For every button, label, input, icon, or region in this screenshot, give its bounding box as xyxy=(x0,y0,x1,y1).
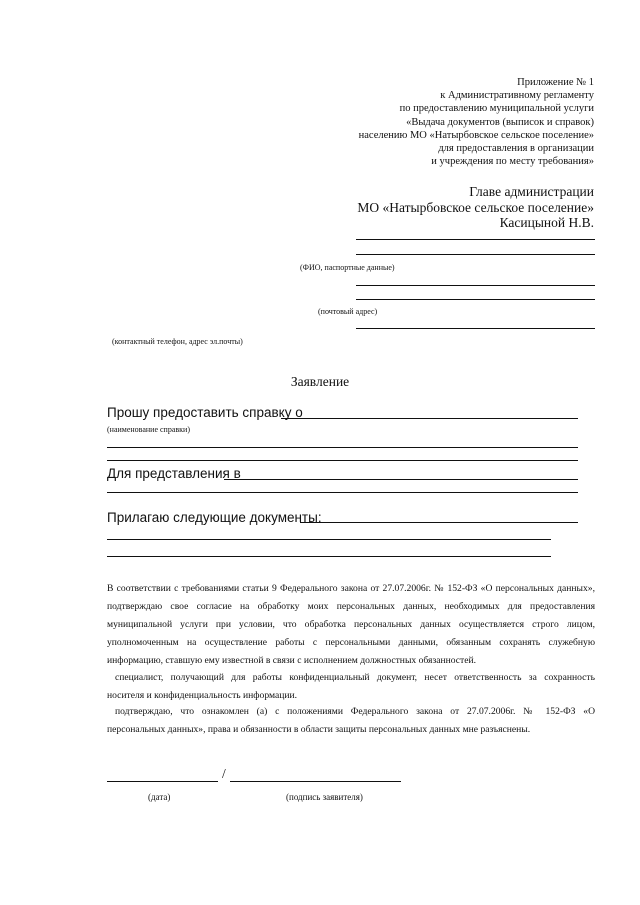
consent-line: информацию, ставшую ему известной в связи с исполнением должностных обязанностей. xyxy=(107,655,477,666)
responsibility-line: носителя и конфиденциальность информации. xyxy=(107,690,298,701)
appendix-line: и учреждения по месту требования» xyxy=(431,156,594,168)
signature-caption: (подпись заявителя) xyxy=(286,792,363,802)
certificate-request-label: Прошу предоставить справку о xyxy=(107,405,303,420)
certificate-name-line[interactable] xyxy=(281,418,578,419)
appendix-line: «Выдача документов (выписок и справок) xyxy=(406,116,594,128)
addressee-line: МО «Натырбовское сельское поселение» xyxy=(357,199,594,215)
acknowledgement-line: персональных данных», права и обязанности в области защиты персональных данных мне разъяснены. xyxy=(107,724,531,735)
submit-to-label: Для представления в xyxy=(107,466,241,481)
address-line[interactable] xyxy=(356,299,595,300)
date-line[interactable] xyxy=(107,781,218,782)
appendix-line: для предоставления в организации xyxy=(438,143,594,155)
addressee-line: Касицыной Н.В. xyxy=(499,215,594,230)
signature-separator: / xyxy=(222,766,226,781)
consent-line: муниципальной услуги при условии, что обработка персональных данных осуществляется строго лицом, xyxy=(107,619,595,630)
fio-line[interactable] xyxy=(356,239,595,240)
attachments-line[interactable] xyxy=(300,522,578,523)
certificate-name-line[interactable] xyxy=(107,447,578,448)
responsibility-paragraph xyxy=(107,669,595,705)
address-line[interactable] xyxy=(356,285,595,286)
addressee-block xyxy=(357,184,594,231)
addressee-line: Главе администрации xyxy=(469,184,594,199)
signature-line[interactable] xyxy=(230,781,401,782)
consent-line: подтверждаю свое согласие на обработку моих персональных данных, необходимых для предоставления xyxy=(107,601,595,612)
acknowledgement-paragraph xyxy=(107,703,595,739)
certificate-name-caption: (наименование справки) xyxy=(107,425,190,434)
document-title: Заявление xyxy=(290,374,350,389)
submit-to-line[interactable] xyxy=(107,492,578,493)
attachments-label: Прилагаю следующие документы: xyxy=(107,510,322,525)
appendix-line: к Административному регламенту xyxy=(440,90,594,102)
appendix-line: населению МО «Натырбовское сельское поселение» xyxy=(358,129,594,141)
submit-to-line[interactable] xyxy=(224,479,578,480)
responsibility-line: специалист, получающий для работы конфиденциальный документ, несет ответственность за сохранность xyxy=(115,672,595,683)
contact-line[interactable] xyxy=(356,328,595,329)
consent-line: уполномоченным на осуществление работы с персональными данными, обязанным сохранять служебную xyxy=(107,637,595,648)
consent-paragraph xyxy=(107,580,595,670)
fio-line[interactable] xyxy=(356,254,595,255)
acknowledgement-line: подтверждаю, что ознакомлен (а) с положениями Федерального закона от 27.07.2006г. № 152-ФЗ «О xyxy=(115,706,595,717)
appendix-line: Приложение № 1 xyxy=(517,77,594,88)
attachments-line[interactable] xyxy=(107,556,551,557)
date-caption: (дата) xyxy=(148,792,171,802)
consent-line: В соответствии с требованиями статьи 9 Федерального закона от 27.07.2006г. № 152-ФЗ «О персональных данных», xyxy=(107,583,595,594)
certificate-name-line[interactable] xyxy=(107,460,578,461)
fio-caption: (ФИО, паспортные данные) xyxy=(300,263,395,272)
appendix-line: по предоставлению муниципальной услуги xyxy=(399,103,594,115)
attachments-line[interactable] xyxy=(107,539,551,540)
appendix-block xyxy=(359,76,594,168)
contact-caption: (контактный телефон, адрес эл.почты) xyxy=(112,337,243,346)
address-caption: (почтовый адрес) xyxy=(318,307,378,316)
